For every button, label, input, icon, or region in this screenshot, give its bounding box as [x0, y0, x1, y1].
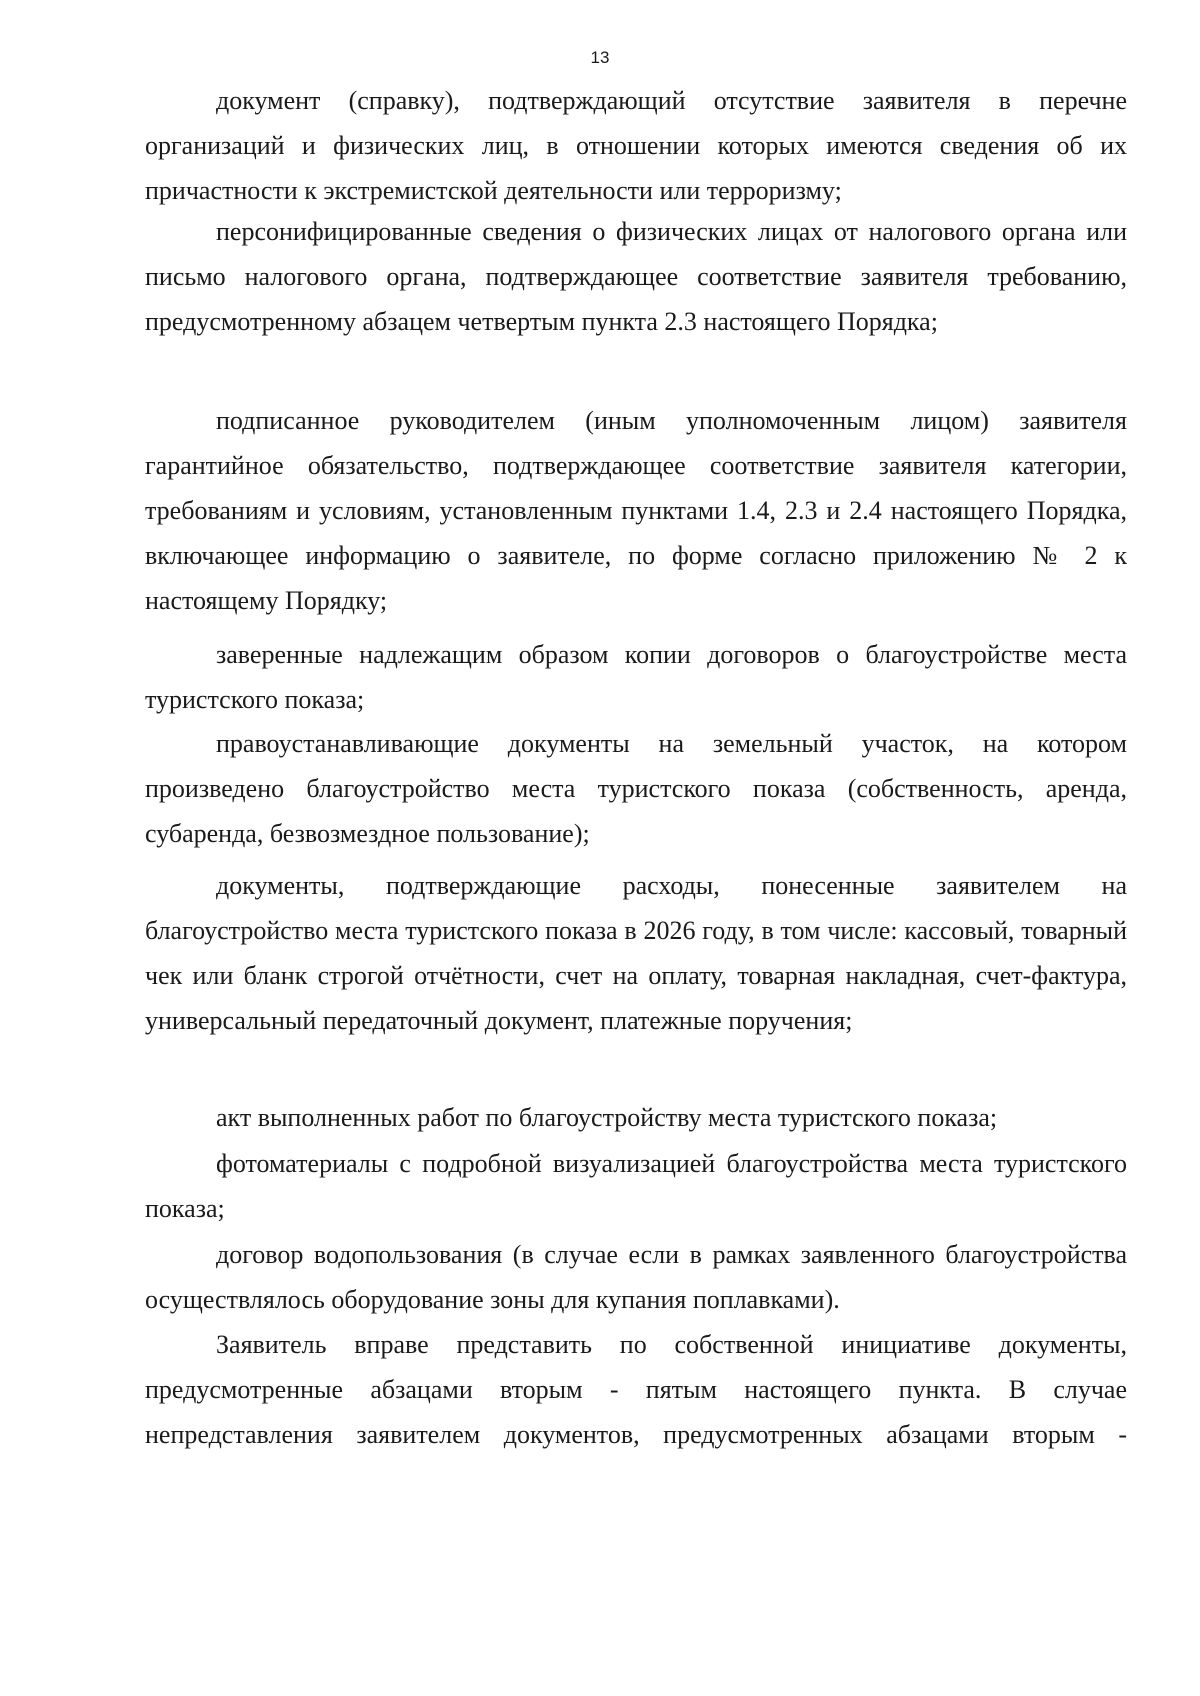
paragraph-text: фотоматериалы с подробной визуализацией благоустройства места туристского показа; [145, 1149, 1127, 1223]
paragraph-guarantee [145, 398, 1127, 623]
paragraph-water-use [145, 1232, 1127, 1322]
paragraph-land-docs [145, 721, 1127, 856]
paragraph-text: заверенные надлежащим образом копии договоров о благоустройстве места туристского показа; [145, 640, 1127, 714]
paragraph-photos [145, 1141, 1127, 1231]
paragraph-text: акт выполненных работ по благоустройству места туристского показа; [216, 1103, 998, 1132]
paragraph-certificate [145, 78, 1127, 213]
paragraph-text: документ (справку), подтверждающий отсутствие заявителя в перечне организаций и физических лиц, в отношении которых имеются сведения об их причастности к экстремистской деятельности или терроризму; [145, 86, 1127, 205]
paragraph-text: подписанное руководителем (иным уполномоченным лицом) заявителя гарантийное обязательство, подтверждающее соответствие заявителя категории, требованиям и условиям, установленным пунктами 1.4, 2.3 и 2.4 настоящего Порядка, включающее информацию о заявителе, по форме согласно приложению № 2 к настоящему Порядку; [145, 406, 1127, 615]
paragraph-text: правоустанавливающие документы на земельный участок, на котором произведено благоустройство места туристского показа (собственность, аренда, субаренда, безвозмездное пользование); [145, 729, 1127, 848]
paragraph-expenses [145, 863, 1127, 1043]
paragraph-applicant-right [145, 1322, 1127, 1457]
paragraph-text: договор водопользования (в случае если в рамках заявленного благоустройства осуществлялось оборудование зоны для купания поплавками). [145, 1240, 1127, 1314]
paragraph-text: персонифицированные сведения о физических лицах от налогового органа или письмо налогового органа, подтверждающее соответствие заявителя требованию, предусмотренному абзацем четвертым пункта 2.3 настоящего Порядка; [145, 217, 1127, 336]
paragraph-work-act [145, 1095, 1127, 1140]
paragraph-text: Заявитель вправе представить по собственной инициативе документы, предусмотренные абзацами вторым - пятым настоящего пункта. В случае непредставления заявителем документов, предусмотренных абзацами вторым - [145, 1330, 1127, 1449]
paragraph-text: документы, подтверждающие расходы, понесенные заявителем на благоустройство места туристского показа в 2026 году, в том числе: кассовый, товарный чек или бланк строгой отчётности, счет на оплату, товарная накладная, счет-фактура, универсальный передаточный документ, платежные поручения; [145, 871, 1127, 1035]
paragraph-contracts [145, 632, 1127, 722]
paragraph-tax-info [145, 209, 1127, 344]
page-number: 13 [590, 48, 610, 67]
